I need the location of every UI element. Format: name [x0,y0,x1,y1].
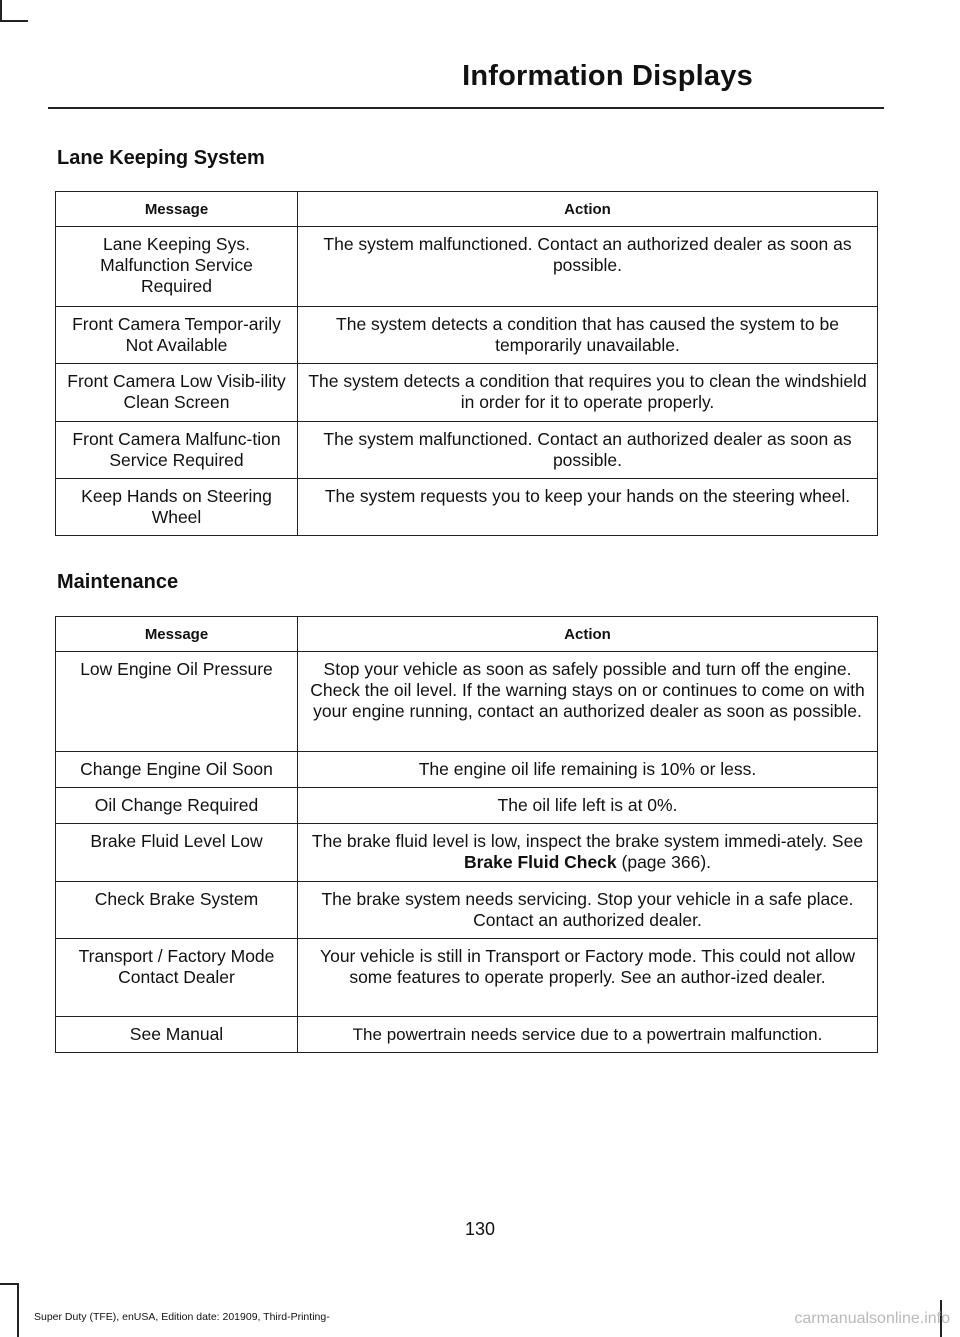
action-cell: The engine oil life remaining is 10% or less. [298,752,878,788]
action-cell: The powertrain needs service due to a powertrain malfunction. [298,1017,878,1053]
page-title: Information Displays [462,60,753,92]
message-cell: Check Brake System [56,882,298,939]
action-cell: The oil life left is at 0%. [298,788,878,824]
message-cell: Low Engine Oil Pressure [56,652,298,752]
crop-mark [0,1283,18,1285]
message-cell: Oil Change Required [56,788,298,824]
column-header-action: Action [298,192,878,227]
action-cell: Your vehicle is still in Transport or Factory mode. This could not allow some features to operate properly. See an author-ized dealer. [298,939,878,1017]
action-cell: Stop your vehicle as soon as safely possible and turn off the engine. Check the oil level. If the warning stays on or continues to come on with your engine running, contact an authorized dealer as soon as possible. [298,652,878,752]
crop-mark [0,0,2,20]
table-row [56,752,878,788]
table-row [56,479,878,536]
table-row [56,1017,878,1053]
message-cell: Front Camera Low Visib-ility Clean Screen [56,364,298,422]
maintenance-table [55,616,878,1053]
column-header-message: Message [56,192,298,227]
table-row [56,939,878,1017]
table-row [56,364,878,422]
watermark: carmanualsonline.info [794,1310,950,1327]
table-header-row [56,617,878,652]
action-cell: The brake system needs servicing. Stop your vehicle in a safe place. Contact an authorized dealer. [298,882,878,939]
action-text: (page 366). [616,852,712,872]
message-cell: Front Camera Tempor-arily Not Available [56,307,298,364]
table-header-row [56,192,878,227]
column-header-message: Message [56,617,298,652]
header-divider [48,107,884,109]
action-cell: The system malfunctioned. Contact an authorized dealer as soon as possible. [298,422,878,479]
message-cell: Front Camera Malfunc-tion Service Required [56,422,298,479]
action-cell: The system malfunctioned. Contact an authorized dealer as soon as possible. [298,227,878,307]
action-cell [298,824,878,882]
action-text: The brake fluid level is low, inspect the brake system immedi-ately. See [311,831,864,851]
table-row [56,788,878,824]
table-row [56,824,878,882]
message-cell: Lane Keeping Sys. Malfunction Service Required [56,227,298,307]
section-title-lane-keeping: Lane Keeping System [57,147,265,169]
table-row [56,652,878,752]
message-cell: Transport / Factory Mode Contact Dealer [56,939,298,1017]
column-header-action: Action [298,617,878,652]
message-cell: See Manual [56,1017,298,1053]
table-row [56,307,878,364]
footer-edition: Super Duty (TFE), enUSA, Edition date: 201909, Third-Printing- [34,1311,330,1323]
section-title-maintenance: Maintenance [57,571,179,593]
page-number: 130 [464,1219,496,1239]
action-cell: The system detects a condition that requires you to clean the windshield in order for it to operate properly. [298,364,878,422]
lane-keeping-table [55,191,878,536]
crop-mark [17,1283,19,1337]
message-cell: Change Engine Oil Soon [56,752,298,788]
crop-mark [0,20,28,22]
table-row [56,882,878,939]
table-row [56,422,878,479]
message-cell: Keep Hands on Steering Wheel [56,479,298,536]
cross-reference-link[interactable]: Brake Fluid Check [463,852,617,872]
action-cell: The system detects a condition that has caused the system to be temporarily unavailable. [298,307,878,364]
table-row [56,227,878,307]
action-cell: The system requests you to keep your hands on the steering wheel. [298,479,878,536]
message-cell: Brake Fluid Level Low [56,824,298,882]
